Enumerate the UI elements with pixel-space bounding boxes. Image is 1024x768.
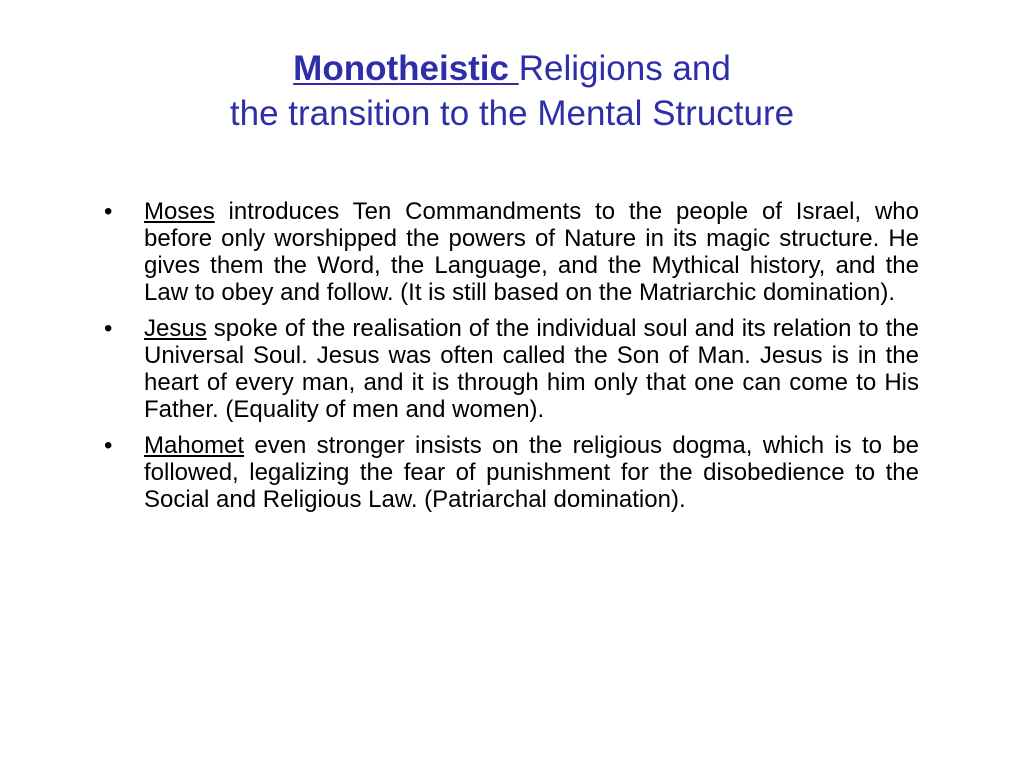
bullet-text-mahomet: even stronger insists on the religious dogma, which is to be followed, legalizing the fear of punishment for the disobedience to the Social and Religious Law. (Patriarchal domination). bbox=[144, 432, 919, 513]
bullet-lead-jesus: Jesus bbox=[144, 315, 207, 342]
bullet-item-mahomet bbox=[104, 432, 919, 513]
bullet-lead-mahomet: Mahomet bbox=[144, 432, 245, 459]
bullet-list bbox=[104, 198, 919, 522]
title-line2: the transition to the Mental Structure bbox=[229, 94, 795, 133]
bullet-lead-moses: Moses bbox=[144, 198, 215, 225]
bullet-marker: • bbox=[104, 432, 113, 459]
slide-title bbox=[60, 46, 964, 136]
bullet-marker: • bbox=[104, 315, 113, 342]
bullet-text-moses: introduces Ten Commandments to the people of Israel, who before only worshipped the powers of Nature in its magic structure. He gives them the Word, the Language, and the Mythical history, and the Law to obey and follow. (It is still based on the Matriarchic domination). bbox=[144, 198, 919, 306]
bullet-marker: • bbox=[104, 198, 113, 225]
title-line1-rest: Religions and bbox=[518, 49, 731, 88]
bullet-item-jesus bbox=[104, 315, 919, 423]
title-emphasis: Monotheistic bbox=[293, 49, 519, 88]
bullet-text-jesus: spoke of the realisation of the individual soul and its relation to the Universal Soul. Jesus was often called the Son of Man. Jesus is in the heart of every man, and it is through him only that one can come to His Father. (Equality of men and women). bbox=[144, 315, 919, 423]
bullet-item-moses bbox=[104, 198, 919, 306]
